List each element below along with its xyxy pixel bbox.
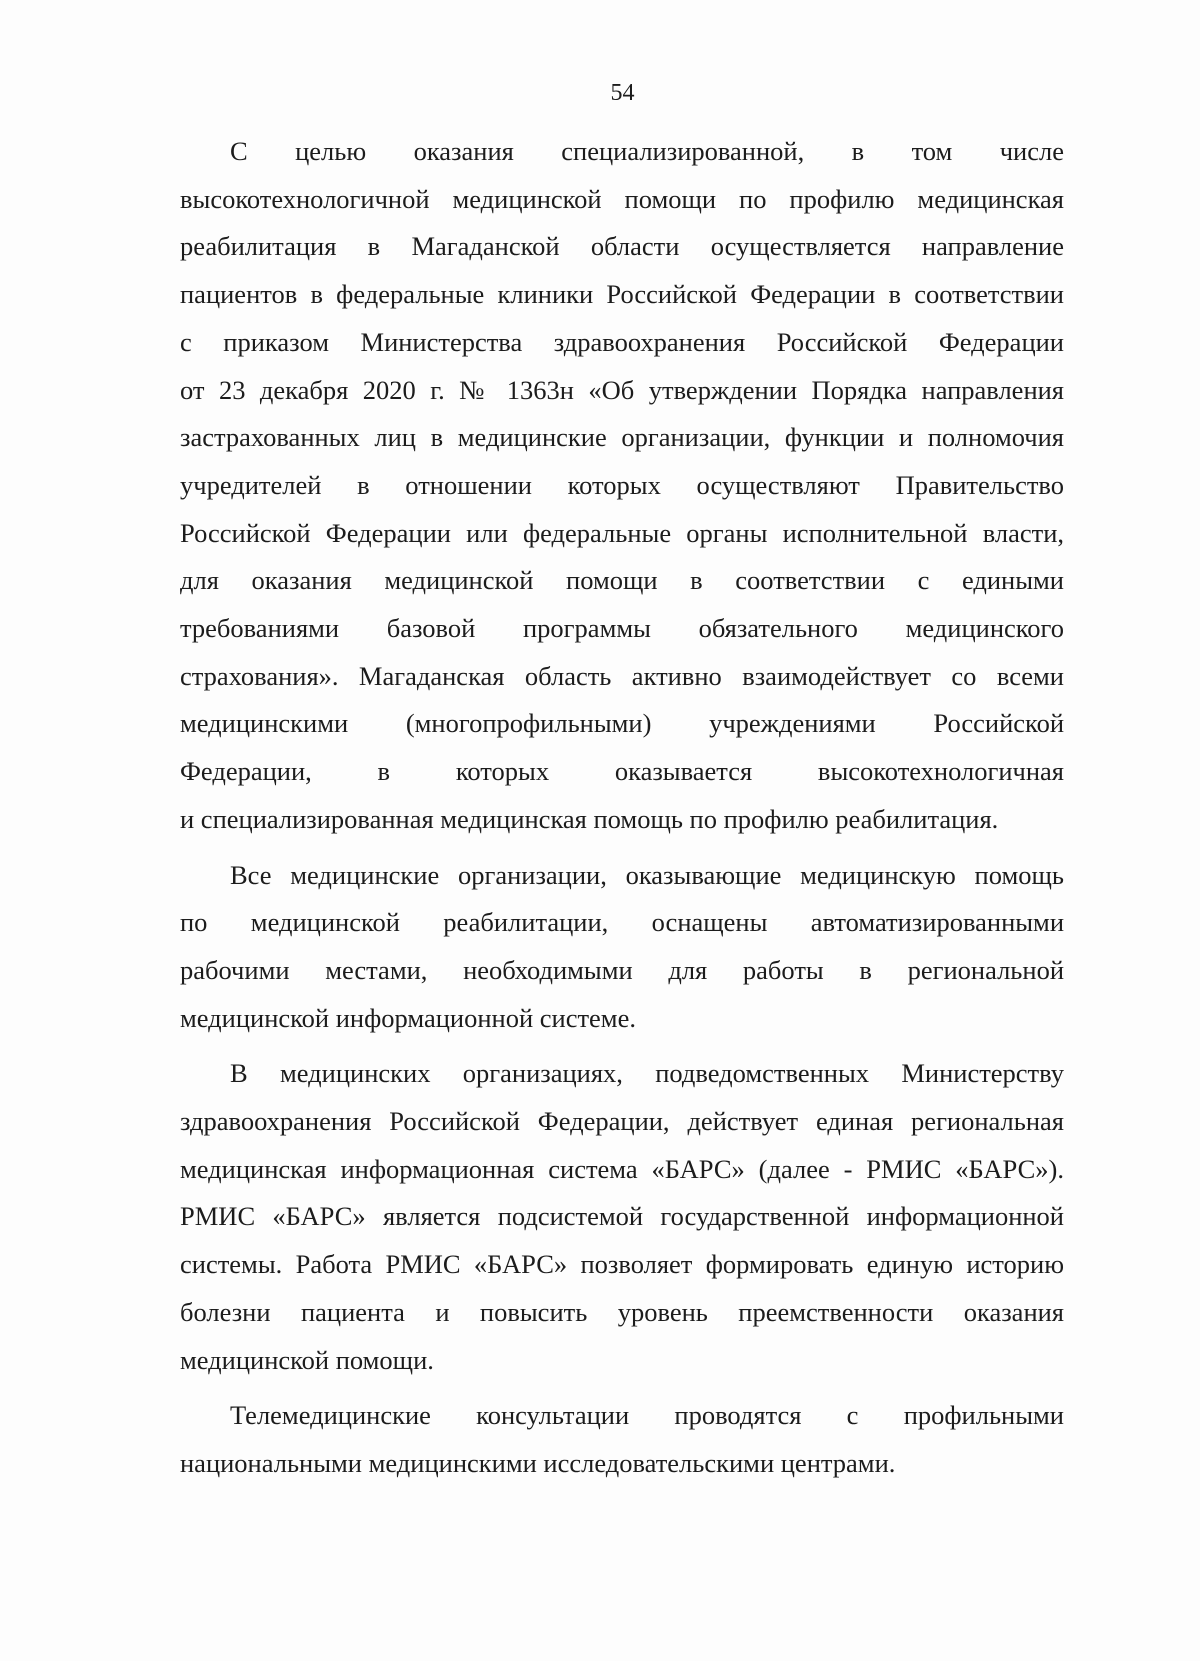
paragraph-1 [180,128,1064,844]
paragraph-2 [180,852,1064,1043]
text-line: пациентов в федеральные клиники Российской Федерации в соответствии [180,279,1064,310]
text-line: национальными медицинскими исследовательскими центрами. [180,1447,896,1478]
text-line: болезни пациента и повысить уровень преемственности оказания [180,1296,1064,1327]
text-line: от 23 декабря 2020 г. № 1363н «Об утверждении Порядка направления [180,374,1064,405]
text-line: застрахованных лиц в медицинские организации, функции и полномочия [180,422,1064,453]
text-line: системы. Работа РМИС «БАРС» позволяет формировать единую историю [180,1249,1064,1280]
text-line: медицинской помощи. [180,1344,434,1375]
text-line: высокотехнологичной медицинской помощи по профилю медицинская [180,183,1064,214]
document-body [180,128,1064,1496]
paragraph-3 [180,1050,1064,1384]
text-line: РМИС «БАРС» является подсистемой государственной информационной [180,1201,1064,1232]
text-line: и специализированная медицинская помощь по профилю реабилитация. [180,803,999,834]
text-line: с приказом Министерства здравоохранения Российской Федерации [180,326,1064,357]
text-line: для оказания медицинской помощи в соответствии с едиными [180,565,1064,596]
text-line: требованиями базовой программы обязательного медицинского [180,613,1064,644]
paragraph-4 [180,1392,1064,1487]
text-line: по медицинской реабилитации, оснащены автоматизированными [180,907,1064,938]
text-line: Телемедицинские консультации проводятся с профильными [230,1400,1064,1431]
page-number: 54 [610,80,635,106]
text-line: В медицинских организациях, подведомственных Министерству [230,1058,1064,1089]
text-line: медицинской информационной системе. [180,1002,636,1033]
text-line: Федерации, в которых оказывается высокотехнологичная [180,756,1064,787]
text-line: страхования». Магаданская область активно взаимодействует со всеми [180,660,1064,691]
text-line: рабочими местами, необходимыми для работы в региональной [180,954,1064,985]
text-line: С целью оказания специализированной, в том числе [230,136,1064,166]
text-line: Российской Федерации или федеральные органы исполнительной власти, [180,517,1064,548]
text-line: реабилитация в Магаданской области осуществляется направление [180,231,1064,262]
text-line: медицинская информационная система «БАРС» (далее - РМИС «БАРС»). [180,1153,1064,1184]
text-line: Все медицинские организации, оказывающие медицинскую помощь [230,859,1064,890]
text-line: учредителей в отношении которых осуществляют Правительство [180,469,1064,500]
text-line: здравоохранения Российской Федерации, действует единая региональная [180,1106,1064,1137]
text-line: медицинскими (многопрофильными) учреждениями Российской [180,708,1064,739]
